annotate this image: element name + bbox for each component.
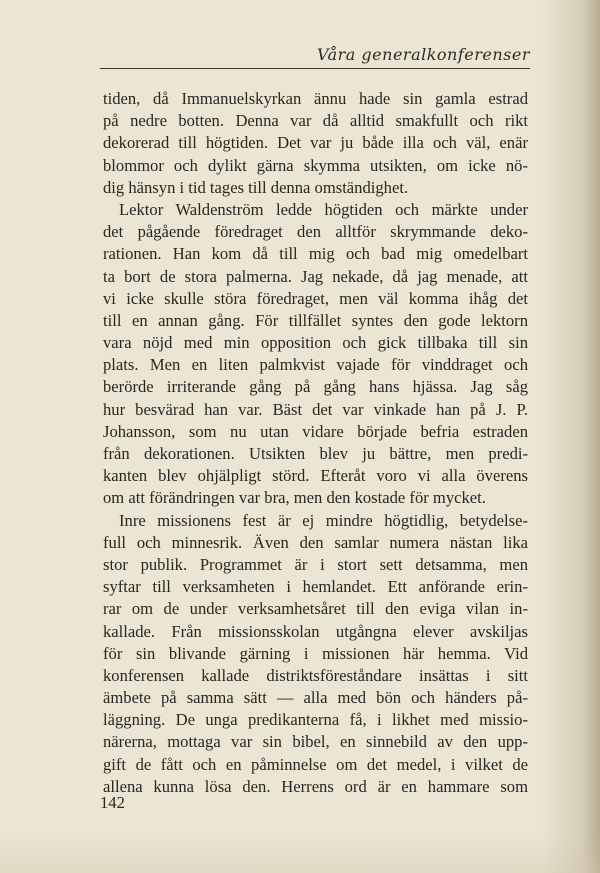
text-line: syftar till verksamheten i hemlandet. Ett anförande erin- <box>103 577 528 597</box>
text-line: det pågående föredraget den alltför skrymmande deko- <box>103 222 528 242</box>
text-line: ta bort de stora palmerna. Jag nekade, då jag menade, att <box>103 266 528 286</box>
text-line: berörde irriterande gång på gång hans hjässa. Jag såg <box>103 377 528 397</box>
text-line: rar om de under verksamhetsåret till den eviga vilan in- <box>103 599 528 619</box>
text-line: på nedre botten. Denna var då alltid smakfullt och rikt <box>103 111 528 131</box>
text-line: för sin blivande gärning i missionen här hemma. Vid <box>103 643 528 663</box>
text-line: hur besvärad han var. Bäst det var vinkade han på J. P. <box>103 399 528 419</box>
page-gutter-shadow <box>540 0 600 873</box>
text-line: kanten blev ohjälpligt störd. Efteråt voro vi alla överens <box>103 466 528 486</box>
body-text <box>103 88 528 798</box>
page-bottom-shadow <box>0 833 600 873</box>
text-line: Lektor Waldenström ledde högtiden och märkte under <box>119 199 528 219</box>
text-line: läggning. De unga predikanterna få, i likhet med missio- <box>103 710 528 730</box>
text-line: närerna, mottaga var sin bibel, en sinnebild av den upp- <box>103 732 528 752</box>
text-line: till en annan gång. För tillfället syntes den gode lektorn <box>103 310 528 330</box>
text-line: om att förändringen var bra, men den kostade för mycket. <box>103 488 486 508</box>
text-line: Inre missionens fest är ej mindre högtidlig, betydelse- <box>119 510 528 530</box>
text-line: stor publik. Programmet är i stort sett detsamma, men <box>103 554 528 574</box>
text-line: allena kunna lösa den. Herrens ord är en hammare som <box>103 776 528 796</box>
text-line: dekorerad till högtiden. Det var ju både illa och väl, enär <box>103 133 528 153</box>
text-line: Johansson, som nu utan vidare började befria estraden <box>103 421 528 441</box>
running-head <box>100 42 530 69</box>
text-line: vara nöjd med min opposition och gick tillbaka till sin <box>103 333 528 353</box>
text-line: från dekorationen. Utsikten blev ju bättre, men predi- <box>103 444 528 463</box>
page-number: 142 <box>100 793 125 812</box>
text-line: kallade. Från missionsskolan utgångna elever avskiljas <box>103 621 528 641</box>
text-line: gift de fått och en påminnelse om det medel, i vilket de <box>103 754 528 774</box>
text-line: konferensen kallade distriktsföreståndare insättas i sitt <box>103 665 528 685</box>
text-line: vi icke skulle störa föredraget, men väl komma ihåg det <box>103 288 528 308</box>
running-head-title: Våra generalkonferenser <box>317 45 530 64</box>
text-line: rationen. Han kom då till mig och bad mig omedelbart <box>103 244 528 264</box>
text-line: dig hänsyn i tid tages till denna omständighet. <box>103 177 409 197</box>
text-line: ämbete på samma sätt — alla med bön och händers på- <box>103 688 528 708</box>
text-line: blommor och dylikt gärna skymma utsikten, om icke nö- <box>103 155 528 175</box>
text-line: tiden, då Immanuelskyrkan ännu hade sin gamla estrad <box>103 89 528 108</box>
text-line: full och minnesrik. Även den samlar numera nästan lika <box>103 532 528 552</box>
text-line: plats. Men en liten palmkvist vajade för vinddraget och <box>103 355 528 375</box>
